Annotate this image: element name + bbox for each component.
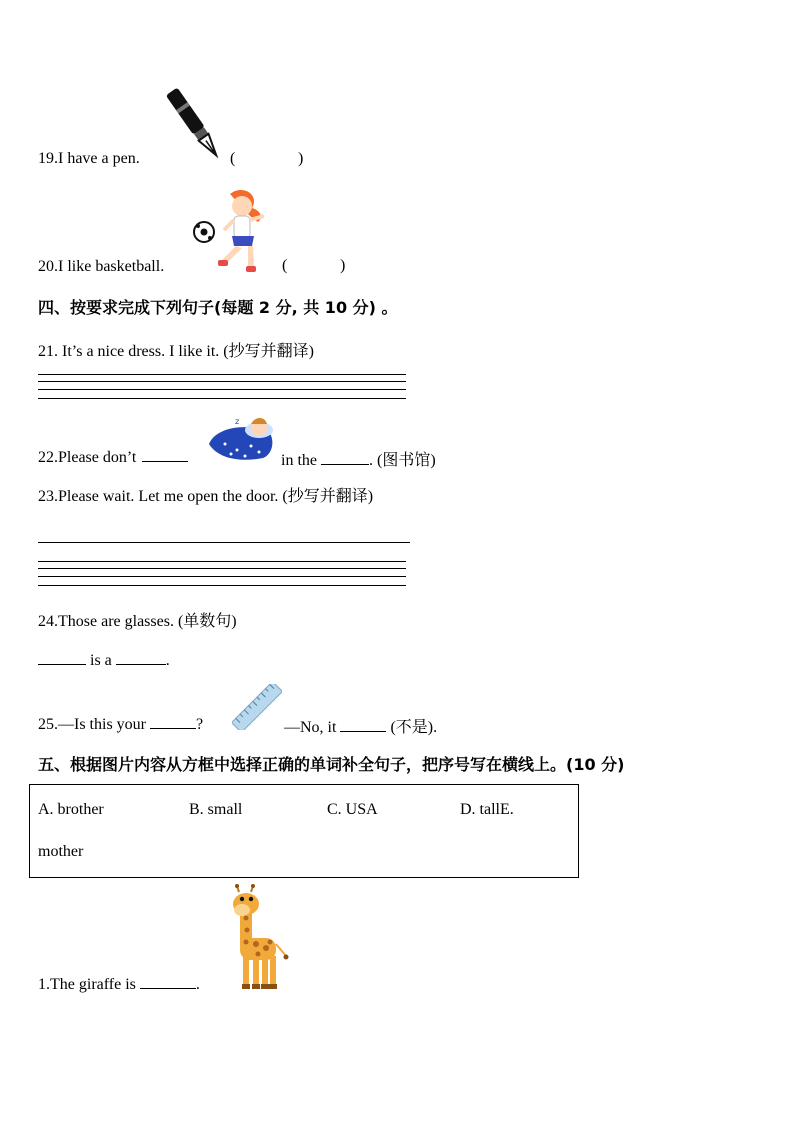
writing-line [38, 585, 406, 586]
writing-line [38, 542, 410, 543]
q22-prefix: 22.Please don’t [38, 449, 137, 466]
question-25-reply [284, 714, 437, 737]
writing-line [38, 398, 406, 399]
ruler-icon [232, 684, 282, 730]
answer-blank[interactable] [340, 717, 386, 732]
q22-suffix: . (图书馆) [369, 452, 436, 469]
question-24: 24.Those are glasses. (单数句) [38, 613, 237, 630]
question-25 [38, 714, 203, 734]
answer-blank[interactable] [140, 974, 196, 989]
q24-answer-end: . [165, 652, 170, 669]
answer-blank[interactable] [321, 450, 369, 465]
answer-blank[interactable] [38, 650, 86, 665]
option-e: mother [38, 843, 84, 860]
girl-kicking-ball-icon [190, 186, 272, 274]
q25-qmark: ? [196, 716, 204, 733]
question-22-cont [281, 447, 436, 470]
question-20: 20.I like basketball. [38, 258, 165, 275]
s1-text: 1.The giraffe is [38, 976, 136, 993]
q24-answer-mid: is a [90, 652, 112, 669]
giraffe-icon [226, 884, 290, 992]
q25-reply: —No, it [284, 719, 337, 736]
svg-text:z: z [235, 417, 240, 426]
option-a: A. brother [38, 801, 104, 818]
word-bank-box [29, 784, 579, 878]
answer-blank[interactable] [142, 447, 188, 462]
writing-line [38, 389, 406, 390]
writing-line [38, 381, 406, 382]
q25-prefix: 25.—Is this your [38, 716, 146, 733]
q22-middle: in the [281, 452, 317, 469]
sleeping-child-icon [205, 414, 277, 464]
s1-end: . [195, 976, 200, 993]
answer-paren-open: ( [282, 257, 288, 274]
section-5-heading: 五、根据图片内容从方框中选择正确的单词补全句子，把序号写在横线上。(10 分) [38, 755, 625, 774]
question-24-answer [38, 650, 170, 670]
option-c: C. USA [327, 801, 378, 818]
option-d: D. tallE. [460, 801, 514, 818]
answer-paren-close: ) [340, 257, 346, 274]
writing-line [38, 576, 406, 577]
option-b: B. small [189, 801, 243, 818]
answer-paren-close: ) [298, 150, 304, 167]
question-19: 19.I have a pen. [38, 150, 140, 167]
q25-suffix: (不是). [390, 719, 438, 736]
question-21: 21. It’s a nice dress. I like it. (抄写并翻译) [38, 343, 314, 360]
section-4-heading: 四、按要求完成下列句子(每题 2 分, 共 10 分) 。 [38, 298, 398, 317]
question-22 [38, 447, 188, 467]
sentence-1 [38, 974, 200, 994]
question-23: 23.Please wait. Let me open the door. (抄写并翻译) [38, 488, 374, 505]
answer-blank[interactable] [116, 650, 166, 665]
writing-line [38, 374, 406, 375]
writing-line [38, 568, 406, 569]
writing-line [38, 561, 406, 562]
answer-blank[interactable] [150, 714, 196, 729]
pen-icon [160, 82, 230, 168]
answer-paren-open: ( [230, 150, 236, 167]
